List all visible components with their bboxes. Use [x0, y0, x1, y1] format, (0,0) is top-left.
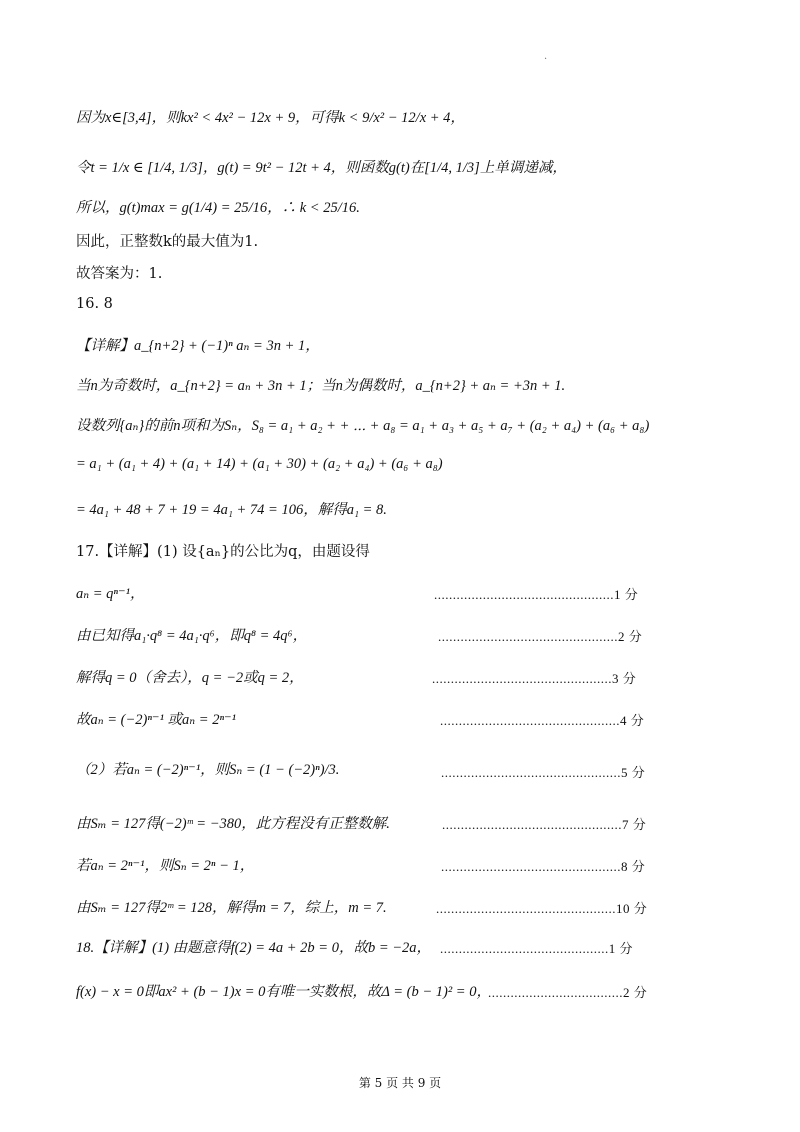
- score-points: ................................................7 分: [442, 817, 647, 832]
- text-line: 设数列{aₙ}的前n项和为Sₙ，S₈ = a₁ + a₂ + + ⋯ + a₈ = a₁ + a₃ + a₅ + a₇ + (a₂ + a₄) + (a₆ + a₈): [76, 418, 650, 434]
- text-line: 解得q = 0（舍去），q = −2或q = 2，: [76, 670, 304, 686]
- text-line: 因为x∈[3,4]，则kx² < 4x² − 12x + 9，可得k < 9/x² − 12/x + 4，: [76, 110, 465, 126]
- text-line: 令t = 1/x ∈ [1/4, 1/3]，g(t) = 9t² − 12t + 4，则函数g(t)在[1/4, 1/3]上单调递减，: [76, 160, 567, 176]
- text-line: aₙ = qⁿ⁻¹，: [76, 586, 145, 602]
- text-line: = 4a₁ + 48 + 7 + 19 = 4a₁ + 74 = 106，解得a₁ = 8.: [76, 502, 387, 518]
- text-line: 当n为奇数时，a_{n+2} = aₙ + 3n + 1；当n为偶数时，a_{n+2} + aₙ = +3n + 1.: [76, 378, 566, 394]
- text-line: 【详解】a_{n+2} + (−1)ⁿ aₙ = 3n + 1，: [76, 338, 320, 354]
- score-points: ................................................5 分: [441, 765, 646, 780]
- text-line: 由Sₘ = 127得2ᵐ = 128，解得m = 7，综上，m = 7.: [76, 900, 387, 916]
- text-line: 由已知得a₁·q⁸ = 4a₁·q⁶，即q⁸ = 4q⁶，: [76, 628, 308, 644]
- score-points: ................................................4 分: [440, 713, 645, 728]
- score-points: .............................................1 分: [440, 941, 634, 956]
- top-mark: ·: [544, 54, 548, 65]
- page-footer: 第 5 页 共 9 页: [358, 1076, 442, 1090]
- text-line: 故aₙ = (−2)ⁿ⁻¹ 或aₙ = 2ⁿ⁻¹: [76, 712, 237, 728]
- text-line: 因此，正整数k的最大值为1.: [76, 234, 259, 250]
- question-number: 16. 8: [76, 296, 113, 312]
- text-line: 若aₙ = 2ⁿ⁻¹，则Sₙ = 2ⁿ − 1，: [76, 858, 255, 874]
- text-line: 由Sₘ = 127得(−2)ᵐ = −380，此方程没有正整数解.: [76, 816, 390, 832]
- text-line: 所以，g(t)max = g(1/4) = 25/16，∴ k < 25/16.: [76, 200, 360, 216]
- score-points: ....................................2 分: [488, 985, 648, 1000]
- text-line: 17.【详解】(1) 设{aₙ}的公比为q，由题设得: [76, 544, 370, 560]
- text-line: = a₁ + (a₁ + 4) + (a₁ + 14) + (a₁ + 30) + (a₂ + a₄) + (a₆ + a₈): [76, 456, 443, 472]
- score-points: ................................................3 分: [432, 671, 637, 686]
- text-line: 18.【详解】(1) 由题意得f(2) = 4a + 2b = 0，故b = −2a，: [76, 940, 432, 956]
- text-line: f(x) − x = 0即ax² + (b − 1)x = 0有唯一实数根，故Δ = (b − 1)² = 0，: [76, 984, 491, 1000]
- text-line: （2）若aₙ = (−2)ⁿ⁻¹，则Sₙ = (1 − (−2)ⁿ)/3.: [76, 762, 340, 778]
- score-points: ................................................10 分: [436, 901, 648, 916]
- score-points: ................................................2 分: [438, 629, 643, 644]
- score-points: ................................................8 分: [441, 859, 646, 874]
- text-line: 故答案为：1.: [76, 266, 163, 282]
- score-points: ................................................1 分: [434, 587, 639, 602]
